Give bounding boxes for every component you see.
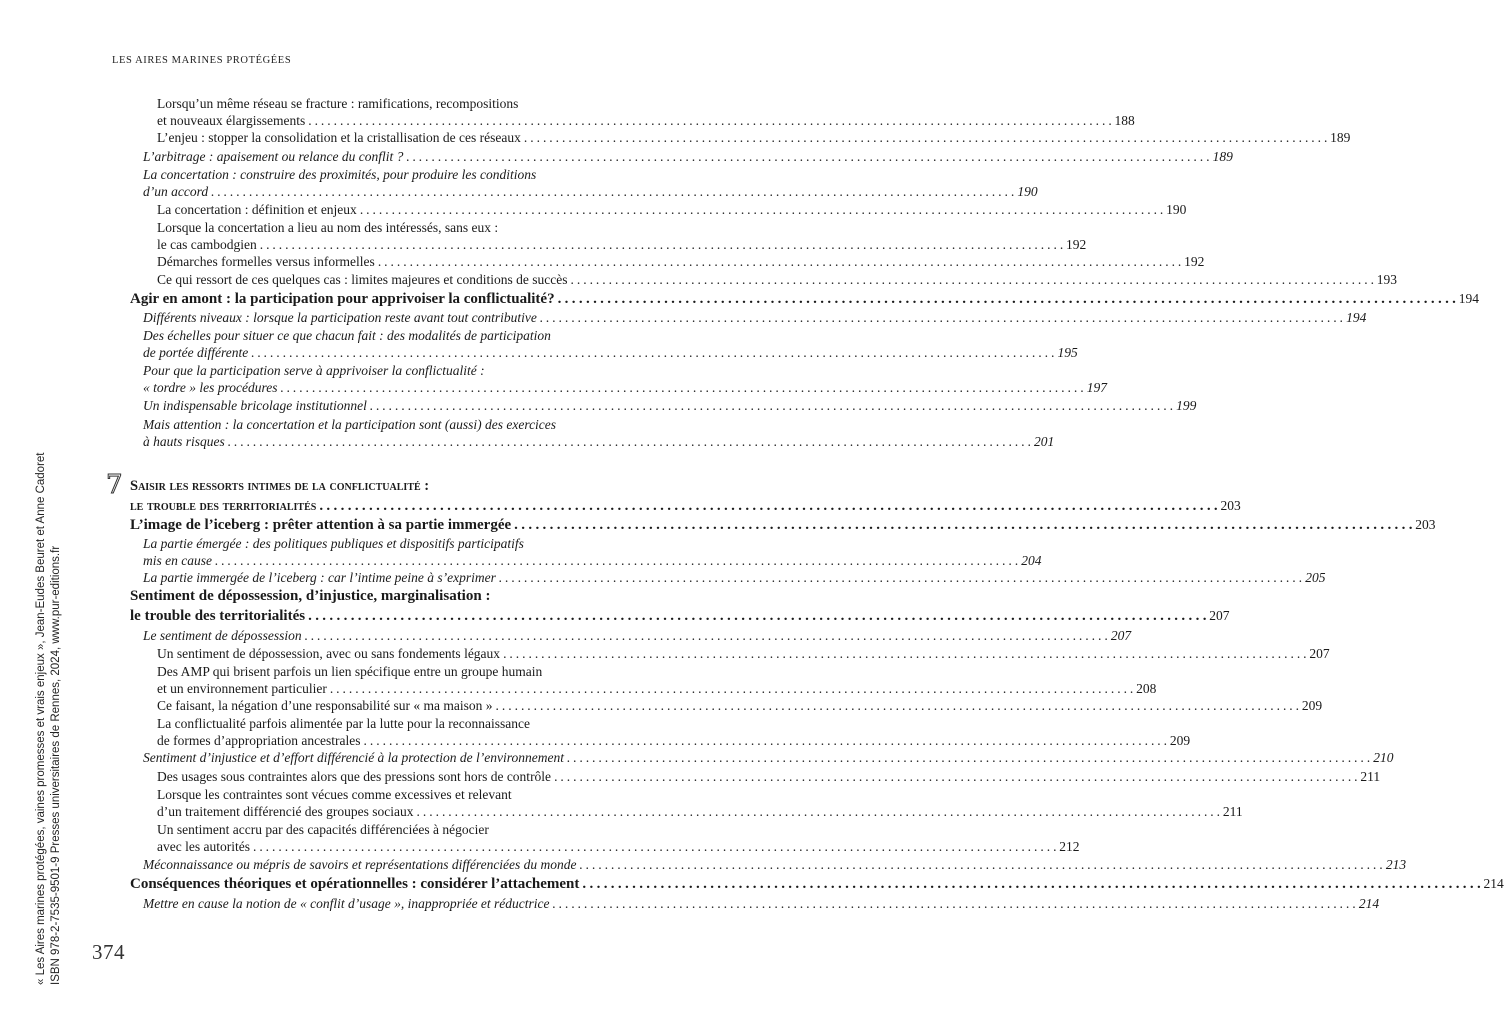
toc-page-number: 211 (1222, 804, 1243, 820)
leader-dots (308, 608, 1206, 625)
toc-entry-title: le trouble des territorialités (130, 608, 306, 624)
leader-dots (496, 697, 1299, 714)
toc-page-number: 195 (1057, 345, 1078, 361)
toc-entry-title: de portée différente (143, 345, 249, 361)
toc-entry-title: mis en cause (143, 553, 212, 569)
toc-entry-title: L’enjeu : stopper la consolidation et la cristallisation de ces réseaux (157, 130, 521, 145)
toc-page-number: 205 (1305, 570, 1326, 585)
toc-entry-title: de formes d’appropriation ancestrales (157, 733, 361, 749)
toc-entry-title: Méconnaissance ou mépris de savoirs et représentations différenciées du monde (143, 857, 577, 872)
toc-entry-title: Lorsque les contraintes sont vécues comme excessives et relevant (157, 787, 512, 802)
toc-page-number: 203 (1415, 517, 1436, 532)
toc-page-number: 203 (1220, 498, 1241, 513)
leader-dots (360, 201, 1163, 218)
toc-page-number: 194 (1346, 310, 1367, 325)
toc-page-number: 211 (1360, 769, 1381, 784)
toc-page-number: 193 (1376, 272, 1398, 287)
toc-entry-title: Pour que la participation serve à apprivoiser la conflictualité : (143, 363, 485, 378)
toc-page-number: 197 (1086, 380, 1108, 396)
leader-dots (580, 856, 1383, 873)
leader-dots (567, 749, 1370, 766)
page-number: 374 (92, 940, 125, 964)
leader-dots (378, 253, 1181, 270)
toc-entry-title: La concertation : définition et enjeux (157, 202, 357, 217)
toc-page-number: 214 (1483, 876, 1504, 891)
toc-entry-title: d’un traitement différencié des groupes sociaux (157, 804, 414, 820)
side-note-line-1: « Les Aires marines protégées, vaines promesses et vrais enjeux », Jean-Eudes Beuret et Anne Cadoret (35, 452, 47, 985)
leader-dots (330, 680, 1133, 697)
toc-entry-title: Lorsqu’un même réseau se fracture : ramifications, recompositions (157, 96, 519, 111)
toc-entry-title: et nouveaux élargissements (157, 113, 306, 129)
toc-entry-title: le trouble des territorialités (130, 498, 317, 514)
toc-entry-title: La partie immergée de l’iceberg : car l’intime peine à s’exprimer (143, 570, 496, 585)
toc-page-number: 190 (1166, 202, 1187, 217)
side-copyright-note (0, 0, 62, 1018)
leader-dots (370, 397, 1173, 414)
toc-page-number: 192 (1066, 237, 1087, 253)
running-head: LES AIRES MARINES PROTÉGÉES (112, 55, 292, 66)
leader-dots (260, 236, 1063, 253)
toc-entry-title: le cas cambodgien (157, 237, 257, 253)
toc-entry-title: Différents niveaux : lorsque la participation reste avant tout contributive (143, 310, 537, 325)
toc-entry-title: Des AMP qui brisent parfois un lien spécifique entre un groupe humain (157, 664, 543, 679)
toc-entry-title: Démarches formelles versus informelles (157, 254, 375, 269)
toc-entry-title: Lorsque la concertation a lieu au nom des intéressés, sans eux : (157, 220, 499, 235)
leader-dots (417, 803, 1220, 820)
leader-dots (251, 344, 1054, 361)
leader-dots (253, 838, 1056, 855)
toc-entry-title: Agir en amont : la participation pour apprivoiser la conflictualité? (130, 291, 555, 307)
side-note-line-2: ISBN 978-2-7535-9501-9 Presses universitaires de Rennes, 2024, www.pur-editions.fr (50, 545, 62, 985)
leader-dots (228, 433, 1031, 450)
toc-page-number: 189 (1212, 149, 1233, 164)
toc-entry-title: La concertation : construire des proximités, pour produire les conditions (143, 167, 537, 182)
toc-entry-title: Sentiment d’injustice et d’effort différencié à la protection de l’environnement (143, 750, 565, 765)
toc-entry-title: et un environnement particulier (157, 681, 327, 697)
chapter-number: 7 (106, 470, 123, 500)
toc-entry-title: L’arbitrage : apaisement ou relance du conflit ? (143, 149, 404, 164)
toc-entry-title: Des usages sous contraintes alors que des pressions sont hors de contrôle (157, 769, 552, 784)
leader-dots (554, 768, 1357, 785)
toc-entry-title: avec les autorités (157, 839, 250, 855)
toc-page-number: 188 (1114, 113, 1135, 129)
toc-page-number: 207 (1309, 646, 1330, 661)
toc-entry-title: Un sentiment de dépossession, avec ou sans fondements légaux (157, 646, 501, 661)
toc-entry-title: Un sentiment accru par des capacités différenciées à négocier (157, 822, 489, 837)
toc-entry-title: d’un accord (143, 184, 209, 200)
toc-page-number: 208 (1136, 681, 1157, 697)
leader-dots (558, 291, 1456, 308)
toc-page-number: 189 (1330, 130, 1351, 145)
toc-entry-title: Ce faisant, la négation d’une responsabilité sur « ma maison » (157, 698, 493, 713)
toc-page-number: 207 (1209, 608, 1230, 623)
toc-entry-title: Ce qui ressort de ces quelques cas : limites majeures et conditions de succès (157, 272, 568, 287)
toc-page-number: 210 (1373, 750, 1394, 765)
leader-dots (582, 876, 1480, 893)
leader-dots (503, 645, 1306, 662)
leader-dots (215, 552, 1018, 569)
toc-page-number: 212 (1059, 839, 1080, 855)
toc-page-number: 199 (1176, 398, 1197, 413)
toc-page-number: 214 (1358, 896, 1380, 911)
toc-page-number: 204 (1021, 553, 1042, 569)
toc-page-number: 192 (1184, 254, 1205, 269)
toc-page-number: 209 (1301, 698, 1323, 713)
toc-entry-title: La conflictualité parfois alimentée par la lutte pour la reconnaissance (157, 716, 530, 731)
toc-page-number: 190 (1017, 184, 1038, 200)
toc-entry-title: à hauts risques (143, 434, 225, 450)
toc-page-number: 207 (1110, 628, 1132, 643)
toc-entry-title: Sentiment de dépossession, d’injustice, marginalisation : (130, 588, 491, 604)
toc-entry-title: Le sentiment de dépossession (143, 628, 302, 643)
toc-entry-title: Mettre en cause la notion de « conflit d’usage », inappropriée et réductrice (143, 896, 550, 911)
toc-entry-title: L’image de l’iceberg : prêter attention à sa partie immergée (130, 517, 512, 533)
toc-entry-title: Mais attention : la concertation et la participation sont (aussi) des exercices (143, 417, 557, 432)
toc-entry-title: Conséquences théoriques et opérationnelles : considérer l’attachement (130, 876, 580, 892)
toc-page-number: 213 (1385, 857, 1407, 872)
leader-dots (499, 569, 1302, 586)
toc-page-number: 194 (1458, 291, 1479, 306)
leader-dots (524, 129, 1327, 146)
leader-dots (308, 112, 1111, 129)
leader-dots (305, 627, 1108, 644)
toc-page-number: 201 (1034, 434, 1055, 450)
leader-dots (553, 895, 1356, 912)
toc-entry-title: Saisir les ressorts intimes de la conflictualité : (130, 478, 430, 494)
leader-dots (406, 148, 1209, 165)
leader-dots (319, 498, 1217, 515)
toc-entry-title: Un indispensable bricolage institutionnel (143, 398, 367, 413)
leader-dots (364, 732, 1167, 749)
leader-dots (514, 517, 1412, 534)
leader-dots (571, 271, 1374, 288)
toc-page-number: 209 (1169, 733, 1191, 749)
toc-entry-title: « tordre » les procédures (143, 380, 278, 396)
toc-entry-title: La partie émergée : des politiques publiques et dispositifs participatifs (143, 536, 524, 551)
toc-entry-title: Des échelles pour situer ce que chacun fait : des modalités de participation (143, 328, 551, 343)
leader-dots (540, 309, 1343, 326)
leader-dots (280, 379, 1083, 396)
leader-dots (211, 183, 1014, 200)
